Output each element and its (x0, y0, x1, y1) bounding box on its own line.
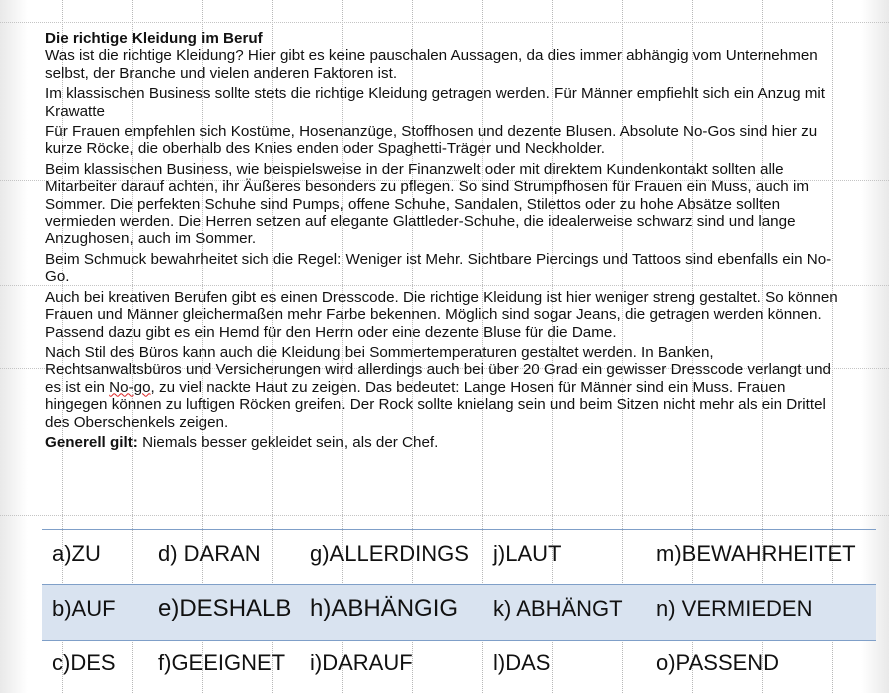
word-bank-cell[interactable]: c)DES (52, 650, 116, 675)
document-title: Die richtige Kleidung im Beruf (45, 30, 263, 47)
word-bank-cell[interactable]: f)GEEIGNET (158, 650, 286, 675)
paragraph: Auch bei kreativen Berufen gibt es einen Dresscode. Die richtige Kleidung ist hier weniger streng gestaltet. So können Frauen und Männer gleichermaßen mehr Farbe bekennen. Möglich sind sogar Jeans, die getragen werden können. Passend dazu gibt es ein Hemd für den Herrn oder eine dezente Bluse für die Dame. (45, 288, 838, 341)
paragraph-text: Nach Stil des Büros kann auch die Kleidung bei Sommertemperaturen gestaltet werden. In Banken, Rechtsanwaltsbüros und Versicherungen wird allerdings auch bei über 20 Grad ein gewisser Dresscode verlangt und es ist ein (45, 343, 831, 396)
word-bank-table[interactable] (42, 529, 876, 692)
word-bank-cell[interactable]: b)AUF (52, 596, 116, 621)
word-bank-cell[interactable]: n) VERMIEDEN (656, 596, 813, 621)
word-bank-cell[interactable]: a)ZU (52, 541, 101, 566)
closing-text: Niemals besser gekleidet sein, als der Chef. (137, 433, 439, 451)
word-bank-cell[interactable]: l)DAS (493, 650, 551, 675)
word-bank-cell[interactable]: o)PASSEND (656, 650, 780, 675)
grid-guide (0, 515, 889, 516)
word-bank-cell[interactable]: k) ABHÄNGT (493, 596, 623, 621)
word-bank-row (42, 639, 876, 694)
word-bank-cell[interactable]: j)LAUT (493, 541, 562, 566)
paragraph (45, 344, 845, 431)
word-bank-cell[interactable]: d) DARAN (158, 541, 261, 566)
paragraph: Für Frauen empfehlen sich Kostüme, Hosenanzüge, Stoffhosen und dezente Blusen. Absolute No-Gos sind hier zu kurze Röcke, die oberhalb des Knies enden oder Spaghetti-Träger und Neckholder. (45, 123, 818, 158)
paragraph: Was ist die richtige Kleidung? Hier gibt es keine pauschalen Aussagen, da dies immer abhängig vom Unternehmen selbst, der Branche und vielen anderen Faktoren ist. (45, 47, 818, 82)
word-bank-cell[interactable]: h)ABHÄNGIG (310, 595, 459, 622)
paragraph: Beim Schmuck bewahrheitet sich die Regel: Weniger ist Mehr. Sichtbare Piercings und Tattoos sind ebenfalls ein No-Go. (45, 250, 832, 286)
word-bank-cell[interactable]: g)ALLERDINGS (310, 541, 469, 566)
closing-bold: Generell gilt: (45, 433, 138, 451)
word-bank-cell[interactable]: e)DESHALB (158, 595, 292, 622)
word-bank-cell[interactable]: m)BEWAHRHEITET (656, 541, 856, 566)
grid-guide (0, 22, 889, 23)
article-text[interactable] (45, 30, 845, 454)
paragraph: Beim klassischen Business, wie beispielsweise in der Finanzwelt oder mit direktem Kundenkontakt sollten alle Mitarbeiter darauf achten, ihr Äußeres besonders zu pflegen. So sind Strumpfhosen für Frauen ein Muss, auch im Sommer. Die perfekten Schuhe sind Pumps, offene Schuhe, Sandalen, Stilettos oder zu hohe Absätze sollten vermieden werden. Die Herren setzen auf elegante Glattleder-Schuhe, die idealerweise schwarz sind und lange Anzughosen, auch im Sommer. (45, 160, 809, 248)
word-bank-row (42, 529, 876, 585)
paragraph-text: , zu viel nackte Haut zu zeigen. Das bedeutet: Lange Hosen für Männer sind ein Muss. Frauen hingegen können zu luftigen Röcken greifen. Der Rock sollte knielang sein und beim Sitzen nicht mehr als ein Drittel des Oberschenkels zeigen. (45, 378, 826, 431)
closing-line (45, 434, 845, 451)
word-bank-row (42, 584, 876, 641)
spellcheck-flagged-word[interactable]: No-go (109, 378, 151, 396)
paragraph: Im klassischen Business sollte stets die richtige Kleidung getragen werden. Für Männer empfiehlt sich ein Anzug mit Krawatte (45, 85, 826, 120)
word-bank-cell[interactable]: i)DARAUF (310, 650, 413, 675)
